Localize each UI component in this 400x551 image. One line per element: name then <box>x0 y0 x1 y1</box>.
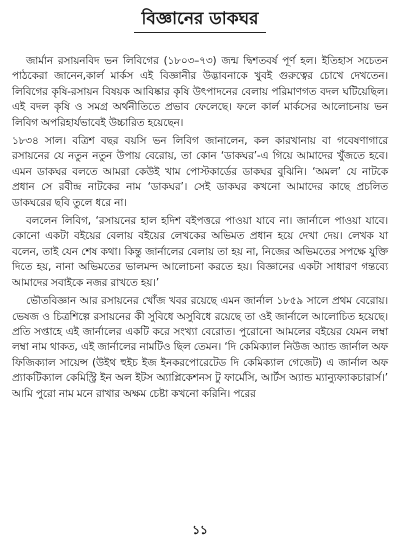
page-title: বিজ্ঞানের ডাকঘর <box>134 8 267 33</box>
paragraph-2: ১৮৩৪ সাল। বত্রিশ বছর বয়সি ভন লিবিগ জানালেন, কল কারখানায় বা গবেষণাগারে রসায়নের যে নতুন নতুন উপায় বেরোয়, তা কোন ‘ডাকঘর’-এ গিয়ে আমাদের খুঁজতে হবে। এমন ডাকঘর বলতে আমরা কেউই খাম পোস্টকার্ডের ডাকঘর বুঝিনি। ‘অমল’ যে নাটকে প্রধান সে রবীন্দ্র নাটকের নাম ‘ডাকঘর’। সেই ডাকঘর কখনো আমাদের কাছে প্রচলিত ডাকঘরের ছবি তুলে ধরে না। <box>12 135 388 209</box>
paragraph-4: ভৌতবিজ্ঞান আর রসায়নের খোঁজ খবর রয়েছে এমন জার্নাল ১৮৫৯ সালে প্রথম বেরোয়। ভেষজ ও চিত্রশিল্পে রসায়নের কী সুবিধে অসুবিধে রয়েছে তা ওই জার্নালে আলোচিত হয়েছে। প্রতি সপ্তাহে এই জার্নালের একটি করে সংখ্যা বেরোত। পুরোনো আমলের বইয়ের যেমন লম্বা লম্বা নাম থাকত, এই জার্নালের নামটিও ছিল তেমন। ‘দি কেমিক্যাল নিউজ অ্যান্ড জার্নাল অফ ফিজিক্যাল সায়েন্স (উইথ হুইচ ইজ ইনকরপোরেটেড দি কেমিক্যাল গেজেট) এ জার্নাল অফ প্র্যাকটিক্যাল কেমিস্ট্রি ইন অল ইটস অ্যাপ্লিকেশনস টু ফার্মেসি, আর্টস অ্যান্ড ম্যান্যুফ্যাকচারার্স।’ আমি পুরো নাম মনে রাখার অক্ষম চেষ্টা কখনো করিনি। পরের <box>12 295 388 400</box>
page-number: ১১ <box>192 523 208 537</box>
title-area <box>12 8 388 38</box>
book-page <box>12 8 388 548</box>
paragraph-1: জার্মান রসায়নবিদ ভন লিবিগের (১৮০৩–৭৩) জন্ম দ্বিশতবর্ষ পূর্ণ হল। ইতিহাস সচেতন পাঠকেরা জানেন,কার্ল মার্কস এই বিজ্ঞানীর উদ্ভাবনাকে খুবই গুরুত্বের চোখে দেখতেন। লিবিগের কৃষি-রসায়ন বিষয়ক আবিষ্কার কৃষি উৎপাদনের বেলায় পরিমাণগত বদল ঘটিয়েছিল। এই বদল কৃষি ও সমগ্র অর্থনীতিতে প্রভাব ফেলেছে। ফলে কার্ল মার্কসের আলোচনায় ভন লিবিগ অপরিহার্যভাবেই উচ্চারিত হয়েছেন। <box>12 55 388 129</box>
paragraph-3: বললেন লিবিগ, ‘রসায়নের হাল হদিশ বইপত্তরে পাওয়া যাবে না। জার্নালে পাওয়া যাবে। কোনো একটা বইয়ের বেলায় বইয়ের লেখকের অভিমত প্রধান হয়ে দেখা দেয়। লেখক যা বলেন, তাই যেন শেষ কথা। কিন্তু জার্নালের বেলায় তা হয় না, নিজের অভিমতের সপক্ষে যুক্তি দিতে হয়, নানা অভিমতের ভালমন্দ আলোচনা করতে হয়। বিজ্ঞানের একটা সাধারণ গন্তব্যে আমাদের সবাইকে নজর রাখতে হয়।’ <box>12 215 388 289</box>
body-text <box>12 54 388 405</box>
